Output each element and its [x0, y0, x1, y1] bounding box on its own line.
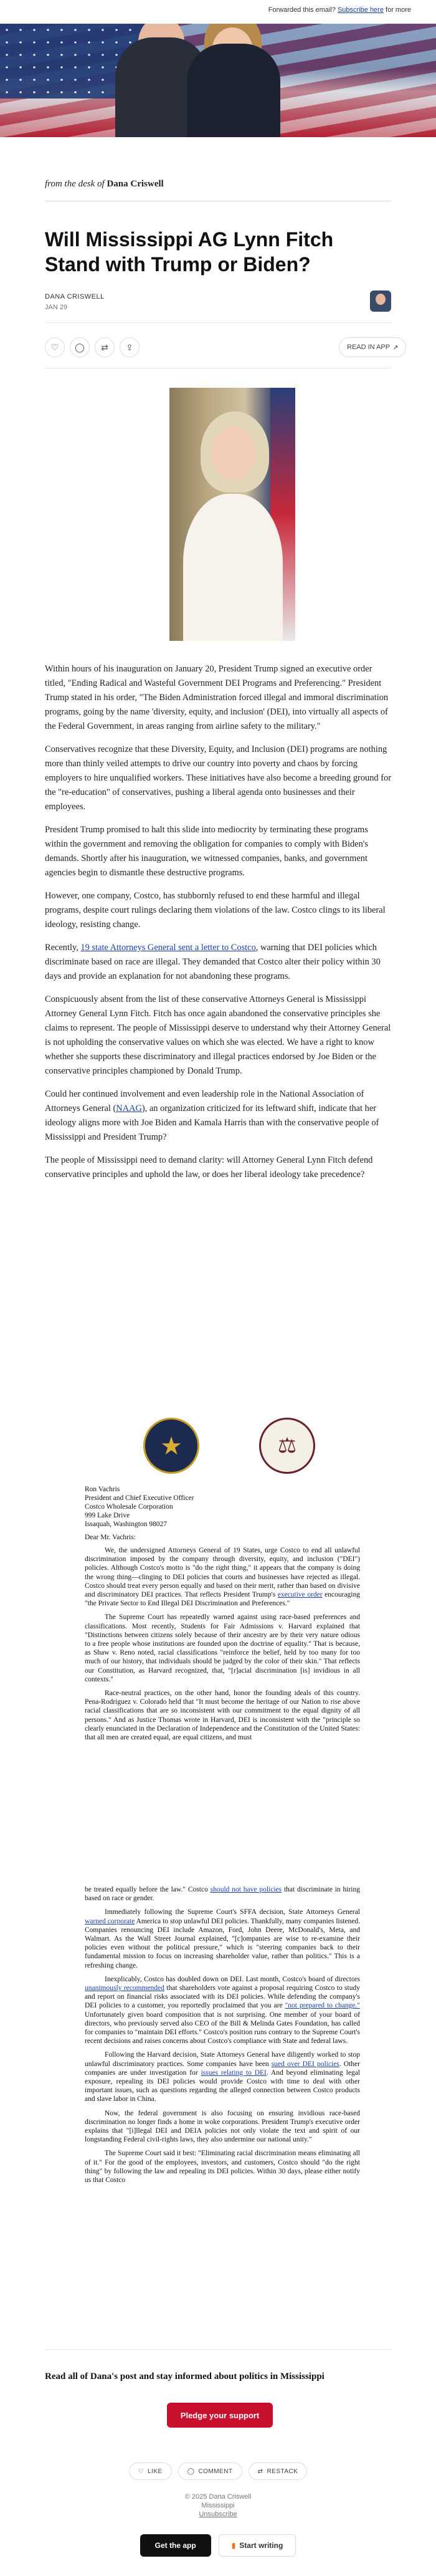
get-the-app-button[interactable]: Get the app — [140, 2534, 211, 2557]
letter-paragraph: Inexplicably, Costco has doubled down on DEI. Last month, Costco's board of directors unanimously recommended that shareholders vote against a proposal requiring Costco to study and report on financial risks associated with its DEI policies. While defending the company's DEI policies to a customer, you reportedly proclaimed that you are "not prepared to change." Unfortunately given board composition that is not surprising. One member of your board of directors, who previously served also CEO of the Bill & Melinda Gates Foundation, has called for companies to "maintain DEI efforts." Costco's position runs contrary to the Supreme Court's recent decisions and raises concerns about Costco's compliance with State and federal laws. — [85, 1975, 360, 2045]
letter-link[interactable]: should not have policies — [210, 1886, 282, 1893]
lynn-fitch-portrait — [169, 388, 295, 641]
paragraph: Within hours of his inauguration on January 20, President Trump signed an executive order titled, "Ending Radical and Wasteful Government DEI Programs and Preferencing." President Trump stated in his order, "The Biden Administration forced illegal and immoral discrimination programs, going by the name 'diversity, equity, and inclusion' (DEI), into virtually all aspects of the Federal Government, in areas ranging from airline safety to the military." — [45, 664, 389, 731]
forward-notice — [268, 6, 411, 14]
header-banner-image — [0, 24, 436, 137]
comment-button[interactable]: ◯ COMMENT — [178, 2463, 242, 2480]
letter-paragraph: Following the Harvard decision, State Attorneys General have diligently worked to stop unlawful discriminatory practices. Some companies have been sued over DEI policies. Other companies are under investigation for issues relating to DEI. And beyond eliminating legal exposure, repealing its DEI policies would provide Costco with time to deal with other important issues, such as questions regarding the alleged connection between Costco products and slave labor in China. — [85, 2051, 360, 2103]
pledge-button[interactable]: Pledge your support — [167, 2403, 273, 2428]
cta-text: Read all of Dana's post and stay informed about politics in Mississippi — [45, 2372, 325, 2381]
paragraph: Could her continued involvement and even leadership role in the National Association of Attorneys General (NAAG), an organization criticized for its leftward shift, indicate that her ideology aligns more with Joe Biden and Kamala Harris than with the conservative people of Mississippi and President Trump? — [45, 1089, 379, 1142]
paragraph: Recently, 19 state Attorneys General sent a letter to Costco, warning that DEI policies which discriminate based on race are illegal. They demanded that Costco alter their policy within 30 days and provide an explanation for not abandoning these programs. — [45, 943, 381, 981]
forward-suffix: for more — [386, 6, 411, 14]
restack-icon: ⇄ — [257, 2468, 263, 2475]
letter-link[interactable]: sued over DEI policies — [271, 2060, 339, 2068]
comment-icon: ◯ — [187, 2468, 195, 2475]
post-date: JAN 29 — [45, 304, 68, 311]
letter-page-1 — [85, 1546, 360, 1747]
letter-link[interactable]: warned corporate — [85, 1917, 135, 1925]
paragraph: However, one company, Costco, has stubbornly refused to end these harmful and illegal programs, despite court rulings declaring them violations of the law. Costco clings to its liberal ideology, resisting change. — [45, 891, 386, 930]
letter-paragraph: The Supreme Court has repeatedly warned against using race-based preferences and classifications. Most recently, Students for Fair Admissions v. Harvard explained that "Distinctions between citizens solely because of their ancestry are by their very nature odious to a free people whose institutions are founded upon the doctrine of equality." That is because, as Shaw v. Reno noted, racial classifications "reinforce the belief, held by too many for too much of our history, that individuals should be judged by the color of their skin." That reflects our Constitution, as Harvard recognized, that, "[r]acial discrimination [is] invidious in all contexts." — [85, 1613, 360, 1683]
footer-app-buttons — [0, 2534, 436, 2557]
letter-address: Ron Vachris President and Chief Executive Officer Costco Wholesale Corporation 999 Lake Drive Issaquah, Washington 98027 — [85, 1486, 194, 1528]
letter-link[interactable]: unanimously recommended — [85, 1984, 164, 1992]
paragraph: The people of Mississippi need to demand clarity: will Attorney General Lynn Fitch defend conservative principles and uphold the law, or does her liberal ideology take precedence? — [45, 1155, 373, 1180]
letter-paragraph: Race-neutral practices, on the other hand, honor the founding ideals of this country. Pena-Rodriguez v. Colorado held that "It must become the heritage of our Nation to rise above racial classifications that are so inconsistent with our commitment to the equal dignity of all persons." And as Justice Thomas wrote in Harvard, DEI is inconsistent with the "principle so clearly enunciated in the Declaration of Independence and the Constitution of the United States: that all men are created equal, are equal citizens, and must — [85, 1689, 360, 1742]
heart-icon: ♡ — [138, 2468, 144, 2475]
post-title[interactable]: Will Mississippi AG Lynn Fitch Stand with Trump or Biden? — [45, 228, 334, 276]
footer-copyright: © 2025 Dana Criswell Mississippi Unsubscribe — [0, 2492, 436, 2519]
article-body — [45, 662, 391, 1191]
substack-icon: ▮ — [231, 2541, 236, 2550]
letter-link[interactable]: issues relating to DEI — [201, 2069, 267, 2077]
letter-paragraph: be treated equally before the law." Costco should not have policies that discriminate in hiring based on race or gender. — [85, 1886, 361, 1903]
restack-button[interactable]: ⇄ RESTACK — [249, 2463, 308, 2480]
post-author[interactable]: DANA CRISWELL — [45, 293, 105, 300]
letter-link[interactable]: "not prepared to change." — [285, 2002, 360, 2010]
comment-icon[interactable]: ◯ — [70, 337, 90, 357]
letter-page-2 — [85, 1885, 360, 2189]
letter-salutation: Dear Mr. Vachris: — [85, 1534, 136, 1541]
paragraph: Conspicuously absent from the list of these conservative Attorneys General is Mississippi Attorney General Lynn Fitch. Fitch has once again abandoned the conservative principles she claims to represent. The people of Mississippi deserve to understand why their Attorney General is not upholding the conservative values on which she was elected. We have a right to know whether she supports these discriminatory and illegal practices endorsed by Joe Biden or the conservative principles championed by Donald Trump. — [45, 994, 391, 1076]
paragraph: Conservatives recognize that these Diversity, Equity, and Inclusion (DEI) programs are nothing more than thinly veiled attempts to drive our country into poverty and chaos by forcing employers to hire unqualified workers. These initiatives have also become a breeding ground for the "re-education" of conservatives, pushing a liberal agenda onto businesses and their employees. — [45, 744, 391, 812]
letter-paragraph: The Supreme Court said it best: "Eliminating racial discrimination means eliminating all of it." For the good of the employees, investors, and customers, Costco should "do the right thing" by following the law and repealing its DEI policies. Within 30 days, please either notify us that Costco — [85, 2150, 360, 2184]
state-seal-icon: ⚖ — [259, 1418, 315, 1474]
letter-paragraph: We, the undersigned Attorneys General of 19 States, urge Costco to end all unlawful discrimination imposed by the company through diversity, equity, and inclusion ("DEI") policies. Although Costco's motto is "do the right thing," it appears that the company is doing the wrong thing—clinging to DEI policies that courts and businesses have rejected as illegal. Costco should treat every person equally and based on their merit, rather than based on divisive and discriminatory DEI practices. That reflects President Trump's executive order encouraging "the Private Sector to End Illegal DEI Discrimination and Preferences." — [85, 1547, 360, 1608]
start-writing-button[interactable]: ▮ Start writing — [219, 2534, 296, 2557]
executive-order-link[interactable]: executive order — [277, 1591, 323, 1599]
divider — [45, 2349, 391, 2350]
restack-icon[interactable]: ⇄ — [95, 337, 115, 357]
divider — [45, 322, 391, 323]
forward-text: Forwarded this email? — [268, 6, 336, 14]
naag-link[interactable]: NAAG — [116, 1103, 142, 1113]
letter-paragraph: Now, the federal government is also focusing on ensuring invidious race-based discrimination no longer finds a home in woke corporations. President Trump's executive order explains that "[i]llegal DEI and DEIA policies not only violate the text and spirit of our longstanding Federal civil-rights laws, they also undermine our national unity." — [85, 2109, 360, 2144]
attorney-general-seal-icon: ★ — [143, 1418, 199, 1474]
like-button[interactable]: ♡ LIKE — [129, 2463, 172, 2480]
paragraph: President Trump promised to halt this slide into mediocrity by terminating these programs within the government and removing the obligation for companies to comply with Biden's demands. Shortly after his inauguration, we witnessed companies, banks, and government agencies begin to dismantle these destructive programs. — [45, 825, 368, 878]
share-icon[interactable]: ⇪ — [120, 337, 140, 357]
subscribe-link[interactable]: Subscribe here — [337, 6, 384, 14]
letter-seals — [137, 1414, 324, 1483]
read-in-app-button[interactable]: READ IN APP ↗ — [339, 337, 406, 357]
author-avatar[interactable] — [370, 291, 391, 312]
heart-icon[interactable]: ♡ — [45, 337, 65, 357]
letter-paragraph: Immediately following the Supreme Court's SFFA decision, State Attorneys General warned corporate America to stop unlawful DEI policies. Thankfully, many companies listened. Companies renouncing DEI include Amazon, Ford, John Deere, McDonald's, Meta, and Walmart. As the Wall Street Journal explained, "[c]ompanies are wise to re-examine their policies even without the political pressure," which is "steering companies back to their fundamental mission to focus on increasing shareholder value, rather than politics." This is a refreshing change. — [85, 1908, 360, 1969]
unsubscribe-link[interactable]: Unsubscribe — [199, 2511, 237, 2518]
ag-letter-link[interactable]: 19 state Attorneys General sent a letter to Costco — [80, 943, 256, 953]
arrow-up-right-icon: ↗ — [392, 344, 399, 352]
footer-actions — [0, 2463, 436, 2480]
author-name: Dana Criswell — [107, 179, 164, 189]
post-actions — [45, 337, 140, 357]
from-the-desk: from the desk of Dana Criswell — [45, 179, 164, 189]
